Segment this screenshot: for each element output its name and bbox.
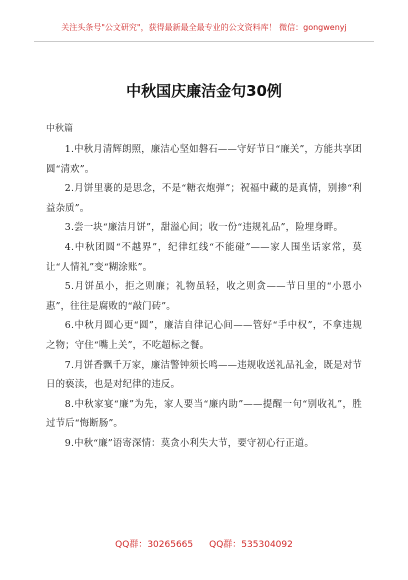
slogan-list — [46, 140, 362, 454]
list-item: 1.中秋月清辉朗照，廉洁心坚如磐石——守好节日“廉关”，方能共享团圆“清欢”。 — [46, 144, 362, 175]
list-item: 4.中秋团圆“不越界”，纪律红线“不能碰”——家人围坐话家常，莫让“人情礼”变“糊涂账”。 — [46, 241, 362, 273]
list-item: 8.中秋家宴“廉”为先，家人要当“廉内助”——提醒一句“别收礼”，胜过节后“悔断肠”。 — [46, 398, 362, 430]
header-notice: 关注头条号"公文研究"，获得最新最全最专业的公文资料库！ 微信：gongwenyj — [61, 23, 347, 32]
list-item: 6.中秋月圆心更“圆”，廉洁自律记心间——管好“手中权”，不拿违规之物；守住“嘴上关”，不吃超标之餐。 — [46, 320, 362, 351]
qq-group-primary: QQ群：30265665 — [115, 540, 194, 550]
header-divider — [34, 41, 374, 42]
section-label: 中秋篇 — [46, 124, 74, 134]
document-title: 中秋国庆廉洁金句30例 — [126, 82, 282, 100]
qq-group-secondary: QQ群：535304092 — [209, 540, 293, 550]
list-item: 5.月饼虽小，拒之则廉；礼物虽轻，收之则贪——节日里的“小恩小惠”，往往是腐败的“敲门砖”。 — [46, 281, 362, 312]
list-item: 2.月饼里裹的是思念，不是“糖衣炮弹”；祝福中藏的是真情，别掺“利益杂质”。 — [46, 183, 362, 214]
list-item: 9.中秋“廉”语寄深情：莫贪小利失大节，要守初心行正道。 — [64, 437, 314, 449]
list-item: 3.尝一块“廉洁月饼”，甜溢心间；收一份“违规礼品”，险埋身畔。 — [64, 222, 344, 234]
list-item: 7.月饼香飘千万家，廉洁警钟须长鸣——违规收送礼品礼金，既是对节日的亵渎，也是对纪律的违反。 — [46, 359, 362, 391]
footer — [0, 537, 408, 550]
